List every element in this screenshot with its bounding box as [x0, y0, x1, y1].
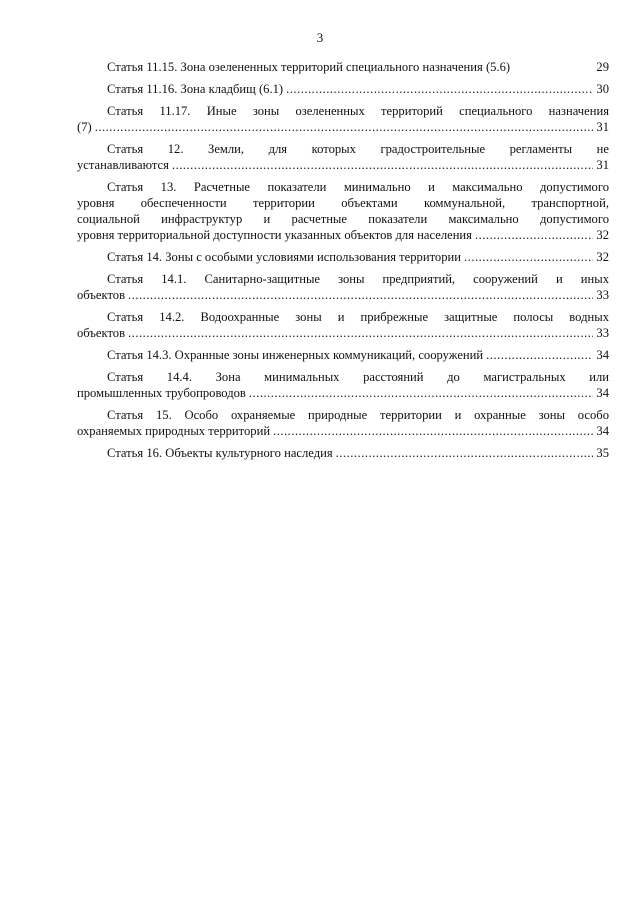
page-number: 3 — [316, 30, 324, 45]
toc-entry-line: Статья 14.2. Водоохранные зоны и прибрежные защитные полосы водных — [107, 310, 609, 324]
table-of-contents — [77, 59, 609, 467]
toc-entry-last-line — [77, 249, 609, 265]
toc-entry-last-line — [77, 445, 609, 461]
toc-entry — [77, 103, 609, 135]
toc-entry-title: Статья 14.3. Охранные зоны инженерных коммуникаций, сооружений — [107, 348, 484, 362]
toc-entry — [77, 309, 609, 341]
dot-leader — [249, 385, 594, 401]
toc-entry-last-line — [77, 287, 609, 303]
toc-entry-last-line — [77, 423, 609, 439]
toc-entry-last-line — [77, 227, 609, 243]
toc-entry-page: 33 — [596, 326, 609, 340]
dot-leader — [336, 445, 594, 461]
toc-entry — [77, 445, 609, 461]
toc-entry-line: Статья 14.4. Зона минимальных расстояний до магистральных или — [107, 370, 609, 384]
toc-entry-title: Статья 11.16. Зона кладбищ (6.1) — [107, 82, 284, 96]
toc-entry-page: 31 — [596, 158, 609, 172]
toc-entry-line: социальной инфраструктур и расчетные показатели максимально допустимого — [77, 212, 609, 226]
dot-leader — [286, 81, 593, 97]
dot-leader — [464, 249, 593, 265]
toc-entry-title: Статья 11.15. Зона озелененных территорий специального назначения (5.6) — [107, 60, 511, 74]
toc-entry — [77, 249, 609, 265]
toc-entry-page: 33 — [596, 288, 609, 302]
toc-entry-page: 32 — [596, 228, 609, 242]
toc-entry-last-line — [77, 81, 609, 97]
toc-entry-last-line — [77, 157, 609, 173]
toc-entry-page: 29 — [596, 60, 609, 74]
toc-entry-page: 34 — [596, 386, 609, 400]
toc-entry — [77, 179, 609, 243]
toc-entry-last-line — [77, 119, 609, 135]
toc-entry-page: 35 — [596, 446, 609, 460]
toc-entry — [77, 81, 609, 97]
toc-entry — [77, 369, 609, 401]
toc-entry-page: 34 — [596, 348, 609, 362]
toc-entry-title: объектов — [77, 288, 126, 302]
toc-entry-last-line — [77, 325, 609, 341]
toc-entry-title: Статья 16. Объекты культурного наследия — [107, 446, 333, 460]
dot-leader — [172, 157, 593, 173]
toc-entry — [77, 407, 609, 439]
dot-leader — [486, 347, 593, 363]
dot-leader — [128, 287, 593, 303]
dot-leader — [273, 423, 593, 439]
toc-entry-last-line — [77, 347, 609, 363]
toc-entry-title: Статья 14. Зоны с особыми условиями использования территории — [107, 250, 462, 264]
toc-entry-page: 31 — [596, 120, 609, 134]
toc-entry — [77, 271, 609, 303]
toc-entry-page: 34 — [596, 424, 609, 438]
toc-entry-line: Статья 14.1. Санитарно-защитные зоны предприятий, сооружений и иных — [107, 272, 609, 286]
toc-entry — [77, 141, 609, 173]
toc-entry-line: Статья 15. Особо охраняемые природные территории и охранные зоны особо — [107, 408, 609, 422]
toc-entry-title: уровня территориальной доступности указанных объектов для населения — [77, 228, 472, 242]
toc-entry-title: промышленных трубопроводов — [77, 386, 246, 400]
toc-entry-line: Статья 13. Расчетные показатели минимально и максимально допустимого — [107, 180, 609, 194]
toc-entry — [77, 59, 609, 75]
toc-entry-last-line — [77, 385, 609, 401]
toc-entry-title: объектов — [77, 326, 126, 340]
toc-entry-title: (7) — [77, 120, 92, 134]
dot-leader — [475, 227, 593, 243]
dot-leader — [128, 325, 593, 341]
toc-entry-line: уровня обеспеченности территории объектами коммунальной, транспортной, — [77, 196, 609, 210]
toc-entry-title: охраняемых природных территорий — [77, 424, 271, 438]
toc-entry-line: Статья 11.17. Иные зоны озелененных территорий специального назначения — [107, 104, 609, 118]
toc-entry-page: 32 — [596, 250, 609, 264]
toc-entry-line: Статья 12. Земли, для которых градостроительные регламенты не — [107, 142, 609, 156]
toc-entry-last-line — [77, 59, 609, 75]
toc-entry — [77, 347, 609, 363]
dot-leader — [95, 119, 594, 135]
toc-entry-page: 30 — [596, 82, 609, 96]
toc-entry-title: устанавливаются — [77, 158, 169, 172]
